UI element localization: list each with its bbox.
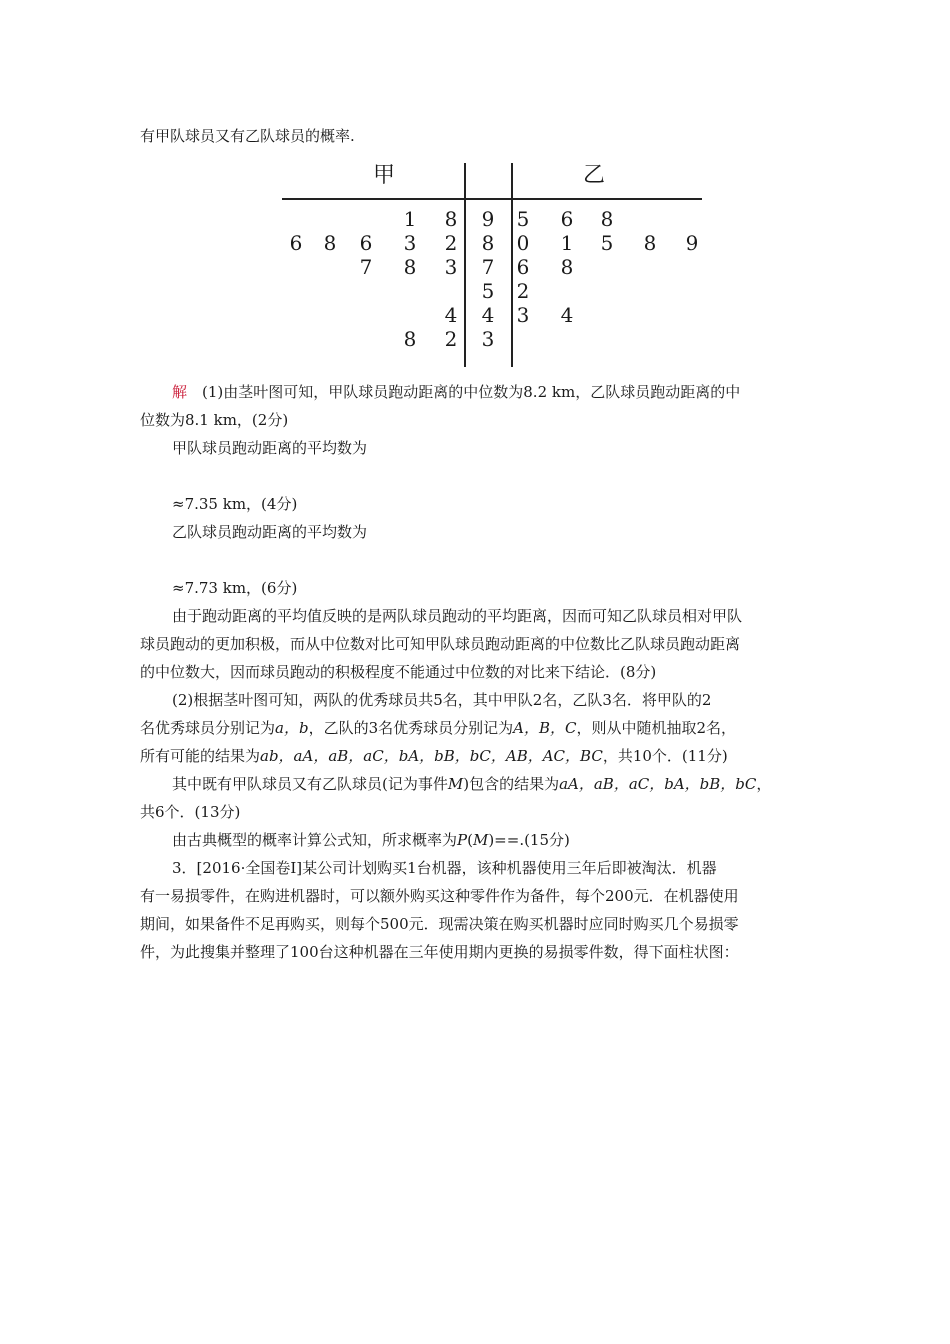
stem-value: 5 — [481, 279, 495, 303]
stem-value: 4 — [481, 303, 495, 327]
leaf-right: 4 — [560, 303, 574, 327]
leaf-right: 0 — [516, 231, 530, 255]
q3-line4: 件，为此搜集并整理了100台这种机器在三年使用期内更换的易损零件数，得下面柱状图： — [140, 943, 739, 961]
leaf-right: 2 — [516, 279, 530, 303]
leaf-right: 6 — [560, 207, 574, 231]
leaf-right: 3 — [516, 303, 530, 327]
stem-value: 8 — [481, 231, 495, 255]
sol-p3-line3: 所有可能的结果为ab，aA，aB，aC，bA，bB，bC，AB，AC，BC，共10个．(11分) — [140, 747, 728, 765]
sol-p2-line2: 球员跑动的更加积极，而从中位数对比可知甲队球员跑动距离的中位数比乙队球员跑动距离 — [140, 635, 741, 653]
intro-line: 有甲队球员又有乙队球员的概率. — [140, 127, 355, 145]
leaf-left: 3 — [444, 255, 458, 279]
leaf-left: 6 — [289, 231, 303, 255]
leaf-right: 8 — [560, 255, 574, 279]
leaf-left: 3 — [403, 231, 417, 255]
left-header: 甲 — [373, 163, 396, 188]
q3-line1: 3．[2016·全国卷Ⅰ]某公司计划购买1台机器，该种机器使用三年后即被淘汰．机器 — [172, 859, 717, 877]
leaf-left: 2 — [444, 231, 458, 255]
q3-line3: 期间，如果备件不足再购买，则每个500元．现需决策在购买机器时应同时购买几个易损零 — [140, 915, 739, 933]
left-stem-divider — [464, 163, 466, 367]
sol-p3-line2: 名优秀球员分别记为a，b，乙队的3名优秀球员分别记为A，B，C，则从中随机抽取2名， — [140, 719, 736, 737]
mean-a-value: ≈7.35 km，(4分) — [172, 495, 298, 513]
header-divider — [282, 198, 702, 200]
leaf-left: 8 — [444, 207, 458, 231]
sol-p2-line3: 的中位数大，因而球员跑动的积极程度不能通过中位数的对比来下结论．(8分) — [140, 663, 657, 681]
leaf-left: 4 — [444, 303, 458, 327]
q3-line2: 有一易损零件，在购进机器时，可以额外购买这种零件作为备件，每个200元．在机器使用 — [140, 887, 739, 905]
leaf-right: 8 — [600, 207, 614, 231]
leaf-right: 5 — [516, 207, 530, 231]
sol-p1-line1: 解 (1)由茎叶图可知，甲队球员跑动距离的中位数为8.2 km，乙队球员跑动距离的中 — [172, 383, 741, 401]
mean-a-label: 甲队球员跑动距离的平均数为 — [172, 439, 368, 457]
stem-value: 9 — [481, 207, 495, 231]
stem-value: 7 — [481, 255, 495, 279]
stem-value: 3 — [481, 327, 495, 351]
sol-p4-line1: 其中既有甲队球员又有乙队球员(记为事件M)包含的结果为aA，aB，aC，bA，bB，bC， — [172, 775, 772, 793]
leaf-right: 5 — [600, 231, 614, 255]
mean-b-label: 乙队球员跑动距离的平均数为 — [172, 523, 368, 541]
sol-p1-line2: 位数为8.1 km，(2分) — [140, 411, 289, 429]
sol-p5-line: 由古典概型的概率计算公式知，所求概率为P(M)==.(15分) — [172, 831, 570, 849]
leaf-left: 1 — [403, 207, 417, 231]
leaf-left: 6 — [359, 231, 373, 255]
leaf-right: 6 — [516, 255, 530, 279]
jie-label: 解 — [172, 383, 188, 401]
right-header: 乙 — [583, 163, 606, 188]
leaf-left: 8 — [403, 255, 417, 279]
leaf-left: 8 — [323, 231, 337, 255]
leaf-left: 7 — [359, 255, 373, 279]
leaf-right: 8 — [643, 231, 657, 255]
leaf-left: 2 — [444, 327, 458, 351]
leaf-left: 8 — [403, 327, 417, 351]
leaf-right: 1 — [560, 231, 574, 255]
sol-p2-line1: 由于跑动距离的平均值反映的是两队球员跑动的平均距离，因而可知乙队球员相对甲队 — [172, 607, 743, 625]
mean-b-value: ≈7.73 km，(6分) — [172, 579, 298, 597]
sol-p3-line1: (2)根据茎叶图可知，两队的优秀球员共5名，其中甲队2名，乙队3名．将甲队的2 — [172, 691, 712, 709]
sol-p4-line2: 共6个．(13分) — [140, 803, 241, 821]
leaf-right: 9 — [685, 231, 699, 255]
stem-leaf-plot — [268, 153, 716, 367]
